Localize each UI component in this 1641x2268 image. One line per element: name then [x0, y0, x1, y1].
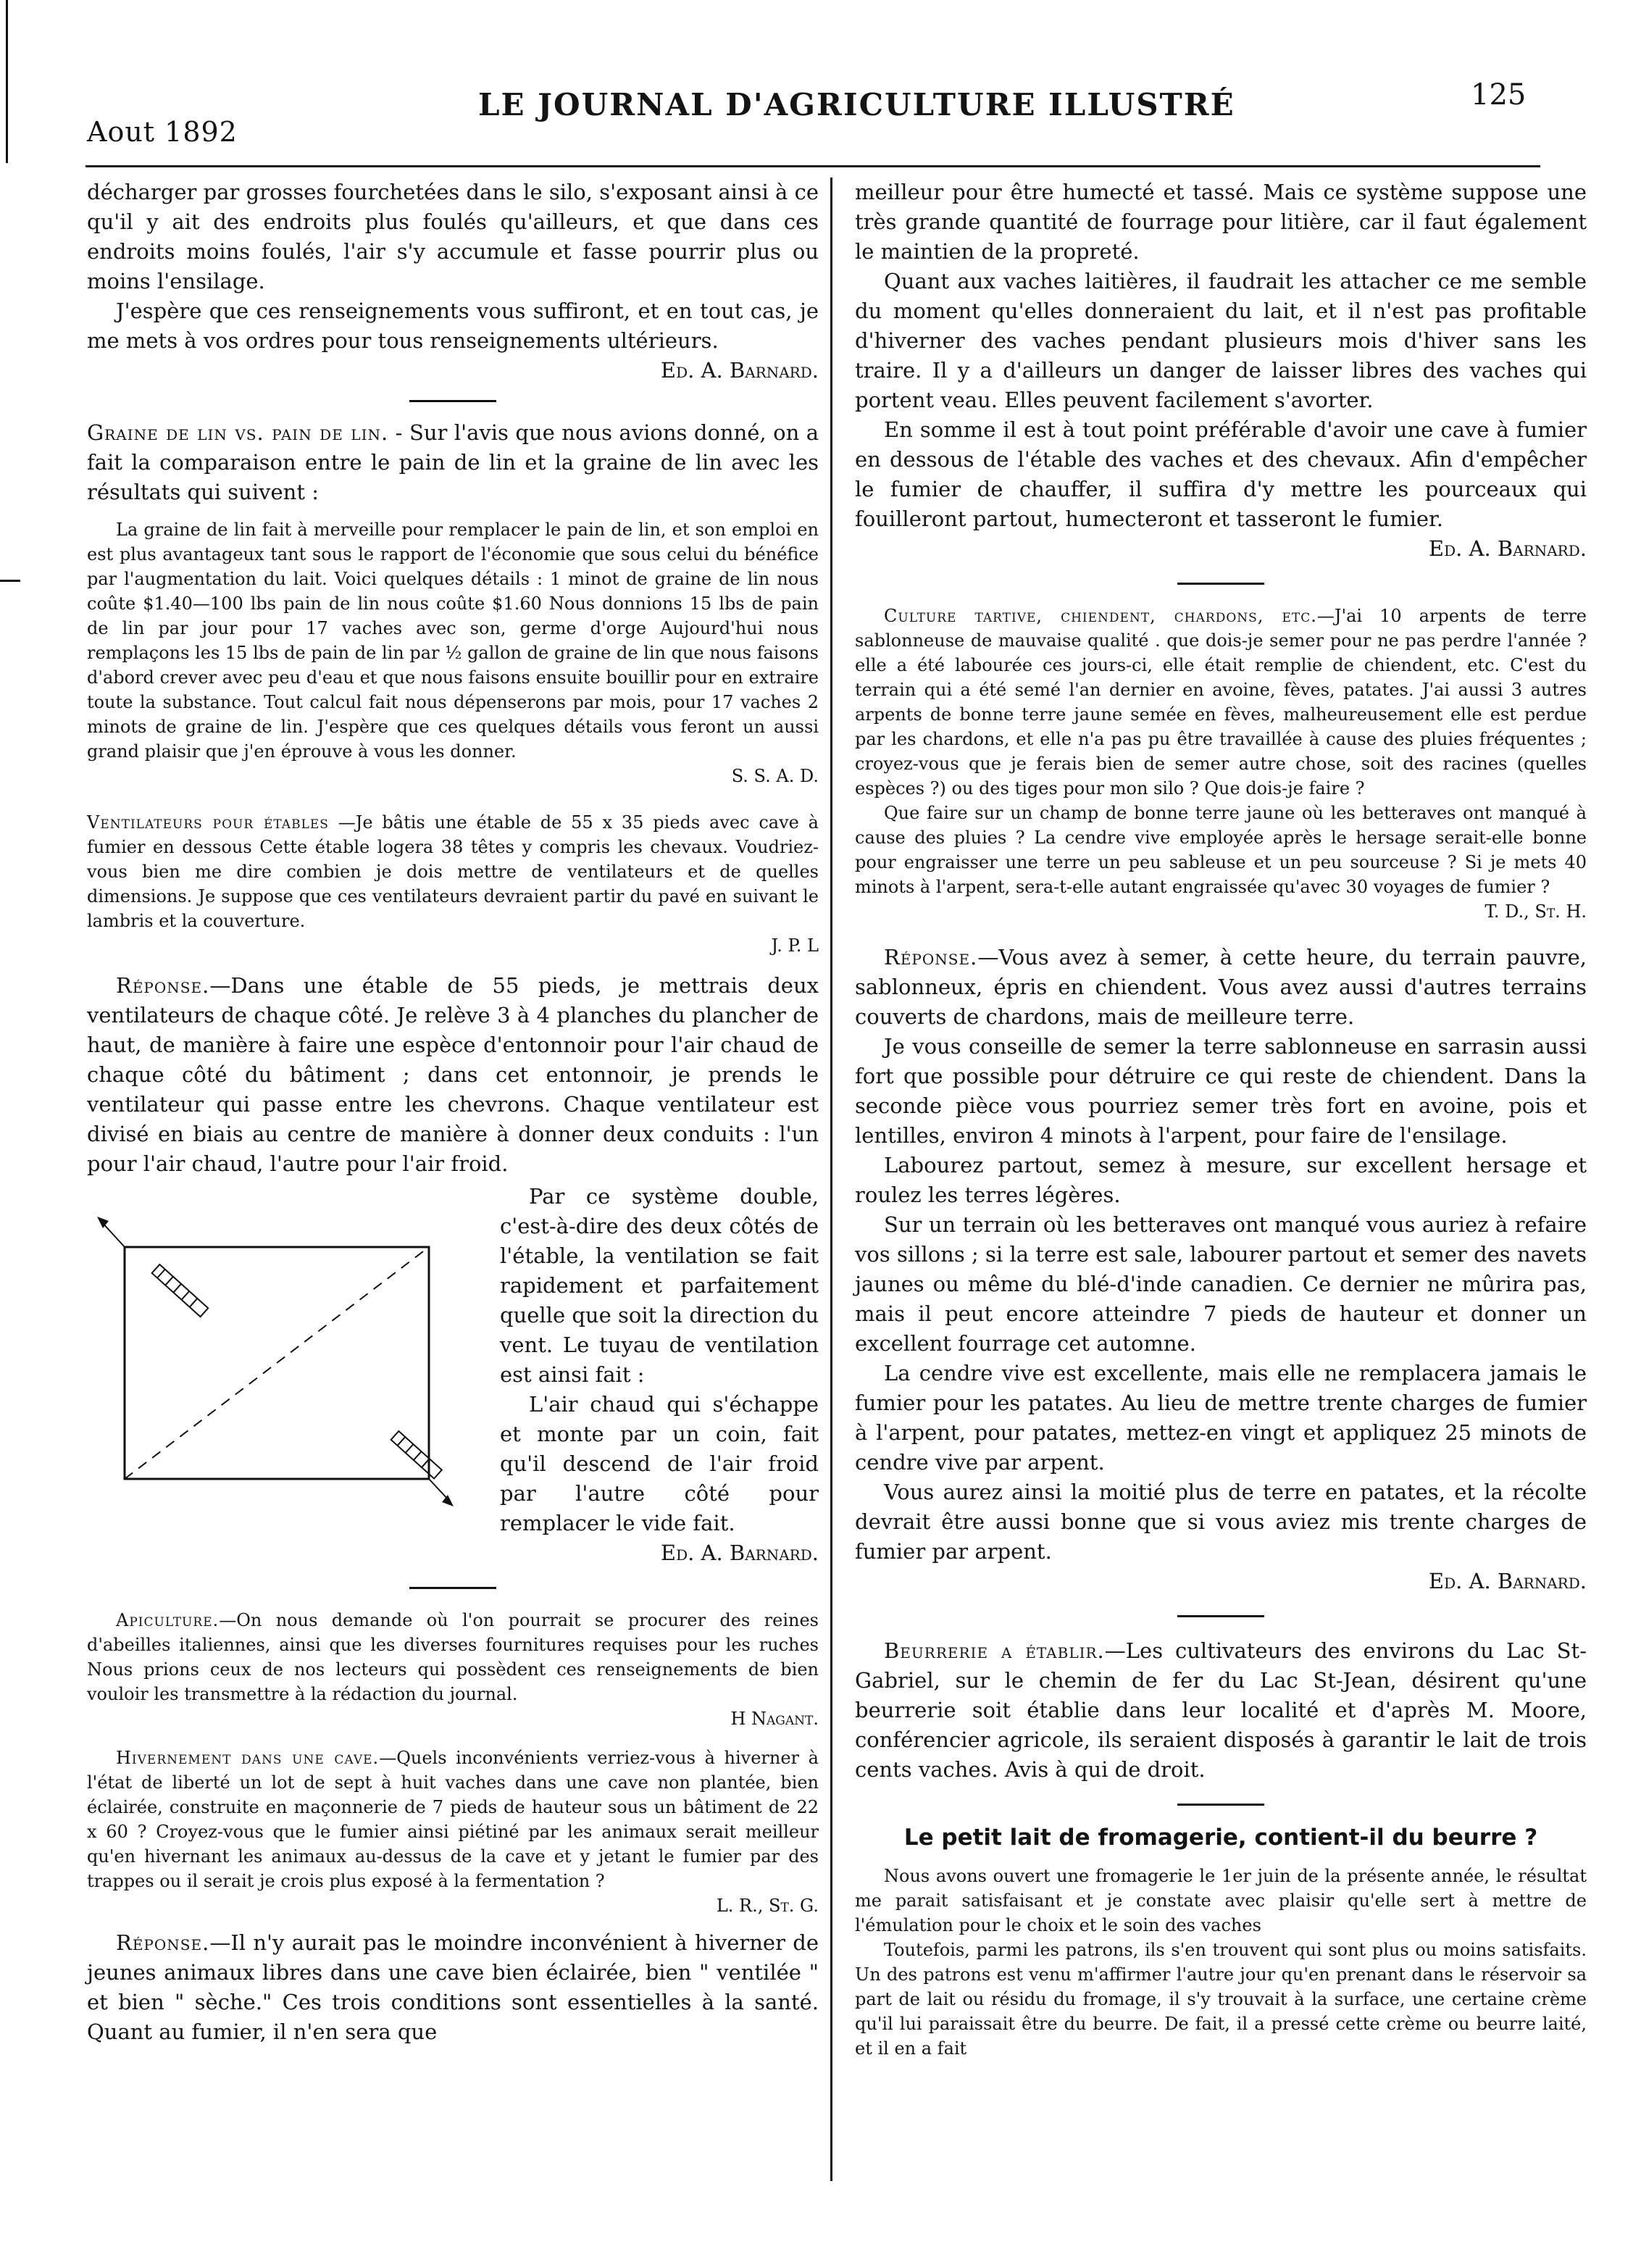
article-text: Quant aux vaches laitières, il faudrait les attacher ce me semble du moment qu'elles donneraient du lait, et il n'est pas profitable d'hiverner des vaches pendant plusieurs mois d'hiver sans les traire. Il y a d'ailleurs un danger de laisser libres des vaches qui portent veau. Elles peuvent facilement s'avorter.	[855, 269, 1587, 412]
separator	[1177, 583, 1264, 585]
signature: Ed. A. Barnard.	[1428, 1569, 1587, 1593]
signature: Ed. A. Barnard.	[660, 358, 819, 383]
left-column	[87, 178, 819, 2047]
section-heading: Réponse.	[116, 1930, 210, 1955]
article-ventilateurs	[87, 810, 819, 933]
article-reponse	[87, 1928, 819, 2047]
article-text: J'espère que ces renseignements vous suffiront, et en tout cas, je me mets à vos ordres pour tous renseignements ultérieurs.	[87, 299, 819, 353]
article-text: —Vous avez à semer, à cette heure, du terrain pauvre, sablonneux, épris en chiendent. Vous avez aussi d'autres terrains couverts de chardons, mais de meilleure terre.	[855, 945, 1587, 1029]
ventilation-figure-block	[87, 1182, 819, 1568]
section-heading: Culture tartive, chiendent, chardons, etc.	[884, 606, 1317, 626]
section-heading: Beurrerie a établir.	[884, 1638, 1105, 1663]
article-text: Labourez partout, semez à mesure, sur excellent hersage et roulez les terres légères.	[855, 1153, 1587, 1207]
separator	[1177, 1804, 1264, 1806]
separator	[409, 1587, 496, 1589]
article-text: —Les cultivateurs des environs du Lac St-Gabriel, sur le chemin de fer du Lac St-Jean, désirent qu'une beurrerie soit établie dans leur localité et d'après M. Moore, conférencier agricole, ils seraient disposés à garantir le lait de trois cents vaches. Avis à qui de droit.	[855, 1638, 1587, 1782]
section-heading: Hivernement dans une cave.	[116, 1748, 380, 1768]
section-heading: Apiculture.	[116, 1610, 220, 1630]
section-heading: Réponse.	[116, 973, 210, 998]
signature: H Nagant.	[730, 1709, 819, 1729]
article-text: décharger par grosses fourchetées dans le silo, s'exposant ainsi à ce qu'il y ait des endroits plus foulés qu'ailleurs, et que dans ces endroits moins foulés, l'air s'y accumule et fasse pourrir plus ou moins l'ensilage.	[87, 180, 819, 293]
article-apiculture	[87, 1608, 819, 1706]
article-lin	[87, 418, 819, 507]
journal-title: LE JOURNAL D'AGRICULTURE ILLUSTRÉ	[478, 87, 1235, 122]
article-text: - Sur l'avis que nous avions donné, on a fait la comparaison entre le pain de lin et la graine de lin avec les résultats qui suivent :	[87, 420, 819, 504]
article-text: —On nous demande où l'on pourrait se procurer des reines d'abeilles italiennes, ainsi que les diverses fournitures requises pour les ruches Nous prions ceux de nos lecteurs qui possèdent ces renseignements de bien vouloir les transmettre à la rédaction du journal.	[87, 1610, 819, 1704]
article-text: Je vous conseille de semer la terre sablonneuse en sarrasin aussi fort que possible pour détruire ce qui reste de chiendent. Dans la seconde pièce vous pourriez semer très fort en avoine, pois et lentilles, environ 4 minots à l'arpent, pour faire de l'ensilage.	[855, 1034, 1587, 1148]
margin-line	[6, 0, 8, 163]
article-reponse	[855, 943, 1587, 1032]
letter-text: —J'ai 10 arpents de terre sablonneuse de mauvaise qualité . que dois-je semer pour ne pas perdre l'année ? elle a été labourée ces jours-ci, elle était remplie de chiendent, etc. C'est du terrain qui a été semé l'an dernier en avoine, fèves, patates. J'ai aussi 3 autres arpents de bonne terre jaune semée en fèves, malheureusement elle est perdue par les chardons, et elle n'a pas pu être travaillée à cause des pluies fréquentes ; croyez-vous que je ferais bien de semer autre chose, soit des racines (quelles espèces ?) ou des tiges pour mon silo ? Que dois-je faire ?	[855, 606, 1587, 799]
article-text: —Il n'y aurait pas le moindre inconvénient à hiverner de jeunes animaux libres dans une cave bien éclairée, bien " ventilée " et bien " sèche." Ces trois conditions sont essentielles à la santé. Quant au fumier, il n'en sera que	[87, 1930, 819, 2044]
signature: Ed. A. Barnard.	[660, 1541, 819, 1565]
figure-caption	[493, 1182, 819, 1568]
article-title: Le petit lait de fromagerie, contient-il du beurre ?	[903, 1825, 1538, 1851]
article-text: —Dans une étable de 55 pieds, je mettrais deux ventilateurs de chaque côté. Je relève 3 à 4 planches du plancher de haut, de manière à faire une espèce d'entonnoir pour l'air chaud de chaque côté du bâtiment ; dans cet entonnoir, je prends le ventilateur qui passe entre les chevrons. Chaque ventilateur est divisé en biais au centre de manière à donner deux conduits : l'un pour l'air chaud, l'autre pour l'air froid.	[87, 973, 819, 1176]
article-text: En somme il est à tout point préférable d'avoir une cave à fumier en dessous de l'étable des vaches et des chevaux. Afin d'empêcher le fumier de chauffer, il suffira d'y mettre les pourceaux qui fouilleront partout, humecteront et tasseront le fumier.	[855, 417, 1587, 531]
article-beurrerie	[855, 1636, 1587, 1785]
article-text: Par ce système double, c'est-à-dire des deux côtés de l'étable, la ventilation se fait rapidement et parfaitement quelle que soit la direction du vent. Le tuyau de ventilation est ainsi fait :	[500, 1184, 819, 1387]
section-heading: Ventilateurs pour étables	[87, 812, 329, 833]
article-text: Sur un terrain où les betteraves ont manqué vous auriez à refaire vos sillons ; si la terre est sale, labourer partout et semer des navets jaunes ou même du blé-d'inde canadien. Ce dernier ne mûrira pas, mais il peut encore atteindre 7 pieds de hauteur et donner un excellent fourrage cet automne.	[855, 1212, 1587, 1356]
column-divider	[830, 178, 832, 2181]
page-number: 125	[1471, 78, 1527, 112]
signature: L. R., St. G.	[716, 1896, 819, 1916]
letter-text: —Je bâtis une étable de 55 x 35 pieds avec cave à fumier en dessous Cette étable logera 38 têtes y compris les chevaux. Voudriez-vous bien me dire combien je dois mettre de ventilateurs et de quelles dimensions. Je suppose que ces ventilateurs devraient partir du pavé en suivant le lambris et la couverture.	[87, 812, 819, 931]
separator	[1177, 1615, 1264, 1617]
article-text: meilleur pour être humecté et tassé. Mais ce système suppose une très grande quantité de fourrage pour litière, car il faut également le maintien de la propreté.	[855, 180, 1587, 264]
article-reponse	[87, 971, 819, 1179]
article-hivernement	[87, 1746, 819, 1893]
letter-text: —Quels inconvénients verriez-vous à hiverner à l'état de liberté un lot de sept à huit vaches dans une cave non plantée, bien éclairée, construite en maçonnerie de 7 pieds de hauteur sous un bâtiment de 22 x 60 ? Croyez-vous que le fumier ainsi piétiné par les animaux serait meilleur qu'en hivernant les animaux au-dessus de la cave et y jetant le fumier par des trappes ou il serait je crois plus exposé à la fermentation ?	[87, 1748, 819, 1891]
letter-text: La graine de lin fait à merveille pour remplacer le pain de lin, et son emploi en est plus avantageux tant sous le rapport de l'économie que sous celui du bénéfice par l'augmentation du lait. Voici quelques détails : 1 minot de graine de lin nous coûte $1.40—100 lbs pain de lin nous coûte $1.60 Nous donnions 15 lbs de pain de lin par jour pour 17 vaches avec son, germe d'orge Aujourd'hui nous remplaçons les 15 lbs de pain de lin par ½ gallon de graine de lin que nous faisons d'abord crever avec peu d'eau et que nous faisons ensuite bouillir pour en extraire toute la substance. Tout calcul fait nous dépenserons par mois, pour 17 vaches 2 minots de graine de lin. J'espère que ces quelques détails vous feront un aussi grand plaisir que j'en éprouve à vous les donner.	[87, 520, 819, 762]
margin-tick	[0, 580, 20, 582]
ventilation-diagram	[87, 1182, 493, 1551]
signature: Ed. A. Barnard.	[1428, 536, 1587, 561]
article-text: Vous aurez ainsi la moitié plus de terre en patates, et la récolte devrait être aussi bonne que si vous aviez mis trente charges de fumier par arpent.	[855, 1480, 1587, 1564]
article-text: Toutefois, parmi les patrons, ils s'en trouvent qui sont plus ou moins satisfaits. Un des patrons est venu m'affirmer l'autre jour qu'en prenant dans le réservoir sa part de lait ou résidu du fromage, il s'y trouvait à la surface, une certaine crème qu'il lui paraissait être du beurre. De fait, il a pressé cette crème ou beurre laité, et il en a fait	[855, 1940, 1587, 2059]
signature: T. D., St. H.	[1485, 901, 1587, 922]
article-text: L'air chaud qui s'échappe et monte par un coin, fait qu'il descend de l'air froid par l'autre côté pour remplacer le vide fait.	[500, 1392, 819, 1535]
section-heading: Réponse.	[884, 945, 978, 970]
article-culture	[855, 604, 1587, 801]
separator	[409, 400, 496, 402]
signature: J. P. L	[771, 935, 819, 956]
header-rule	[85, 165, 1540, 167]
ventilation-diagram-svg	[87, 1182, 493, 1551]
signature: S. S. A. D.	[731, 766, 819, 786]
article-text: La cendre vive est excellente, mais elle ne remplacera jamais le fumier pour les patates. Au lieu de mettre trente charges de fumier à l'arpent, pour patates, mettez-en vingt et appliquez 25 minots de cendre vive par arpent.	[855, 1361, 1587, 1475]
issue-date: Aout 1892	[87, 116, 238, 148]
letter-text: Que faire sur un champ de bonne terre jaune où les betteraves ont manqué à cause des pluies ? La cendre vive employée après le hersage serait-elle bonne pour engraisser une terre un peu sableuse et un peu sourceuse ? Si je mets 40 minots à l'arpent, sera-t-elle autant engraissée qu'avec 30 voyages de fumier ?	[855, 803, 1587, 897]
right-column	[855, 178, 1587, 2061]
section-heading: Graine de lin vs. pain de lin.	[87, 420, 389, 445]
article-text: Nous avons ouvert une fromagerie le 1er juin de la présente année, le résultat me parait satisfaisant et je constate avec plaisir qu'elle sert à mettre de l'émulation pour le choix et le soin des vaches	[855, 1866, 1587, 1935]
